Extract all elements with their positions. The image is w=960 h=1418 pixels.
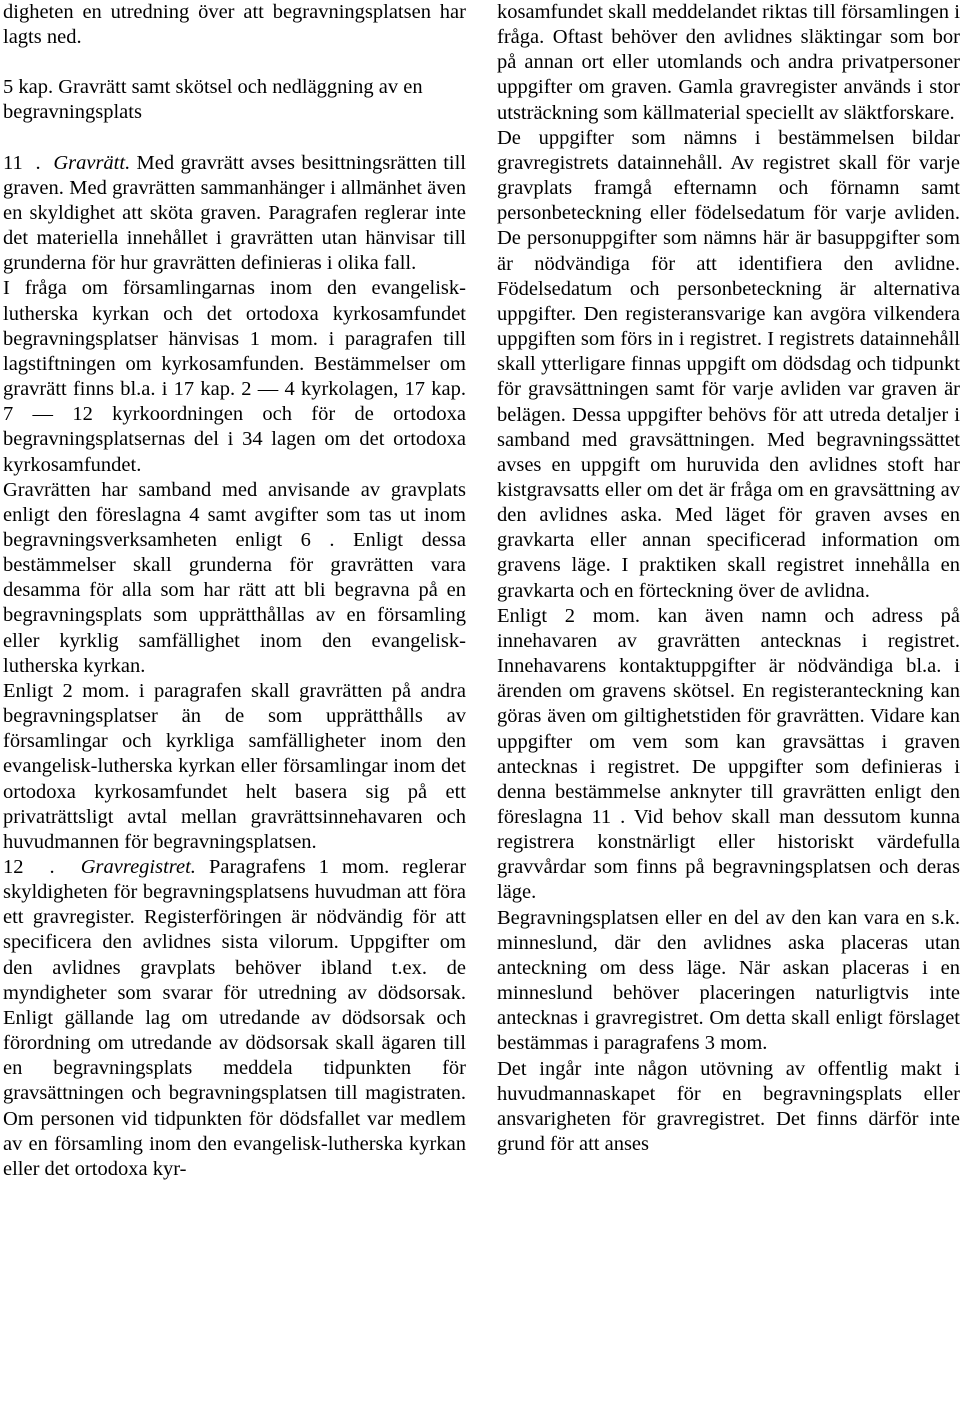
paragraph-ifraga: I fråga om församlingarnas inom den evangelisk-lutherska kyrkan och det ortodoxa kyrkosamfundet begravningsplatser hänvisas 1 mom. i paragrafen till lagstiftningen om kyrkosamfunden. Bestämmelser om gravrätt finns bl.a. i 17 kap. 2 — 4 kyrkolagen, 17 kap. 7 — 12 kyrkoordningen och för de ortodoxa begravningsplatsernas del i 34 lagen om det ortodoxa kyrkosamfundet. (3, 277, 466, 476)
chapter-heading: 5 kap. Gravrätt samt skötsel och nedläggning av en begravningsplats (3, 76, 423, 124)
section-12-title: Gravregistret. (80, 856, 196, 878)
section-11-text: Med gravrätt avses besittningsrätten till graven. Med gravrätten sammanhänger i allmänhet även en skyldighet att sköta graven. Paragrafen reglerar inte det materiella innehållet i gravrätten utan hänvisar till grunderna för hur gravrätten definieras i olika fall. (3, 151, 466, 275)
paragraph-enligt-2-mom-right: Enligt 2 mom. kan även namn och adress på innehavaren av gravrätten antecknas i registret. Innehavarens kontaktuppgifter är nödvändiga bl.a. i ärenden om gravens skötsel. En registeranteckning kan göras även om giltighetstiden för gravrätten. Vidare kan uppgifter om vem som kan gravsättas i graven antecknas i registret. De uppgifter som definieras i denna bestämmelse anknyter till gravrätten enligt den föreslagna 11 . Vid behov skall man dessutom kunna registrera konstnärligt eller historiskt värdefulla gravvårdar som finns på begravningsplatsen och deras läge. (497, 604, 960, 904)
paragraph-continuation: digheten en utredning över att begravningsplatsen har lagts ned. (3, 1, 466, 49)
paragraph-begravningsplatsen: Begravningsplatsen eller en del av den kan vara en s.k. minneslund, där den avlidnes aska placeras utan anteckning om dess läge. När askan placeras i en minneslund behöver placeringen naturligtvis inte antecknas i gravregistret. Om detta skall enligt förslaget bestämmas i paragrafens 3 mom. (497, 906, 960, 1055)
paragraph-de-uppgifter: De uppgifter som nämns i bestämmelsen bildar gravregistrets datainnehåll. Av registret skall för varje gravplats framgå efternamn och förnamn samt personbeteckning eller födelsedatum för varje avliden. De personuppgifter som nämns här är basuppgifter som är nödvändiga för att identifiera den avlidne. Födelsedatum och personbeteckning är alternativa uppgifter. Den registeransvarige kan avgöra vilkendera uppgiften som förs in i registret. I registrets datainnehåll skall ytterligare finnas uppgift om dödsdag och tidpunkt för gravsättningen samt för varje avliden var graven är belägen. Dessa uppgifter behövs för att utreda detaljer i samband med gravsättningen. Med begravningssättet avses en uppgift om huruvida den avlidnes stoft har kistgravsatts eller om det är fråga om en gravsättning av den avlidnes aska. Med läget för graven avses en gravkarta eller annan specificerad information om gravens läge. I praktiken skall registret innehålla en gravkarta och en förteckning över de avlidna. (497, 126, 960, 602)
section-11-title: Gravrätt. (53, 151, 131, 174)
section-11 (3, 151, 466, 277)
paragraph-enligt-2-mom: Enligt 2 mom. i paragrafen skall gravrätten på andra begravningsplatser än de som upprätthålls av församlingar och kyrkliga samfälligheter inom den evangelisk-lutherska kyrkan eller församlingar inom det ortodoxa kyrkosamfundet helt basera sig på ett privaträttsligt avtal mellan gravrättsinnehavaren och huvudmannen för begravningsplatsen. (3, 679, 466, 853)
section-12 (3, 855, 466, 1182)
section-12-text: Paragrafens 1 mom. reglerar skyldigheten för begravningsplatsens huvudman att föra ett gravregister. Registerföringen är nödvändig för att specificera den avlidnes sista vilorum. Uppgifter om den avlidnes gravplats behöver ibland t.ex. de myndigheter som svarar för utredning av dödsorsak. Enligt gällande lag om utredande av dödsorsak och förordning om utredande av dödsorsak skall ägaren till en begravningsplats meddela tidpunkten för gravsättningen och begravningsplatsen till magistraten. Om personen vid tidpunkten för dödsfallet var medlem av en församling inom den evangelisk-lutherska kyrkan eller det ortodoxa kyr- (3, 856, 467, 1180)
section-11-number: 11 (3, 151, 23, 174)
section-symbol: . (36, 856, 68, 878)
paragraph-continuation-right: kosamfundet skall meddelandet riktas till församlingen i fråga. Oftast behöver den avlidnes släktingar som bor på annan ort eller utomlands och andra privatpersoner uppgifter om graven. Gamla gravregister används i stor utsträckning som källmaterial speciellt av släktforskare. (497, 1, 960, 124)
right-column (497, 0, 960, 1157)
section-12-number: 12 (3, 856, 24, 878)
left-column (3, 0, 466, 1182)
paragraph-det-ingar: Det ingår inte någon utövning av offentlig makt i huvudmannaskapet för en begravningsplats eller ansvarigheten för gravregistret. Det finns därför inte grund för att anses (497, 1057, 960, 1156)
paragraph-gravratten: Gravrätten har samband med anvisande av gravplats enligt den föreslagna 4 samt avgifter som tas ut inom begravningsverksamheten enligt 6 . Enligt dessa bestämmelser skall grunderna för gravrätten vara desamma för alla som har rätt att bli begravna på en begravningsplats som upprätthållas av en församling eller kyrklig samfällighet inom den evangelisk-lutherska kyrkan. (3, 478, 466, 677)
section-symbol: . (29, 151, 47, 174)
